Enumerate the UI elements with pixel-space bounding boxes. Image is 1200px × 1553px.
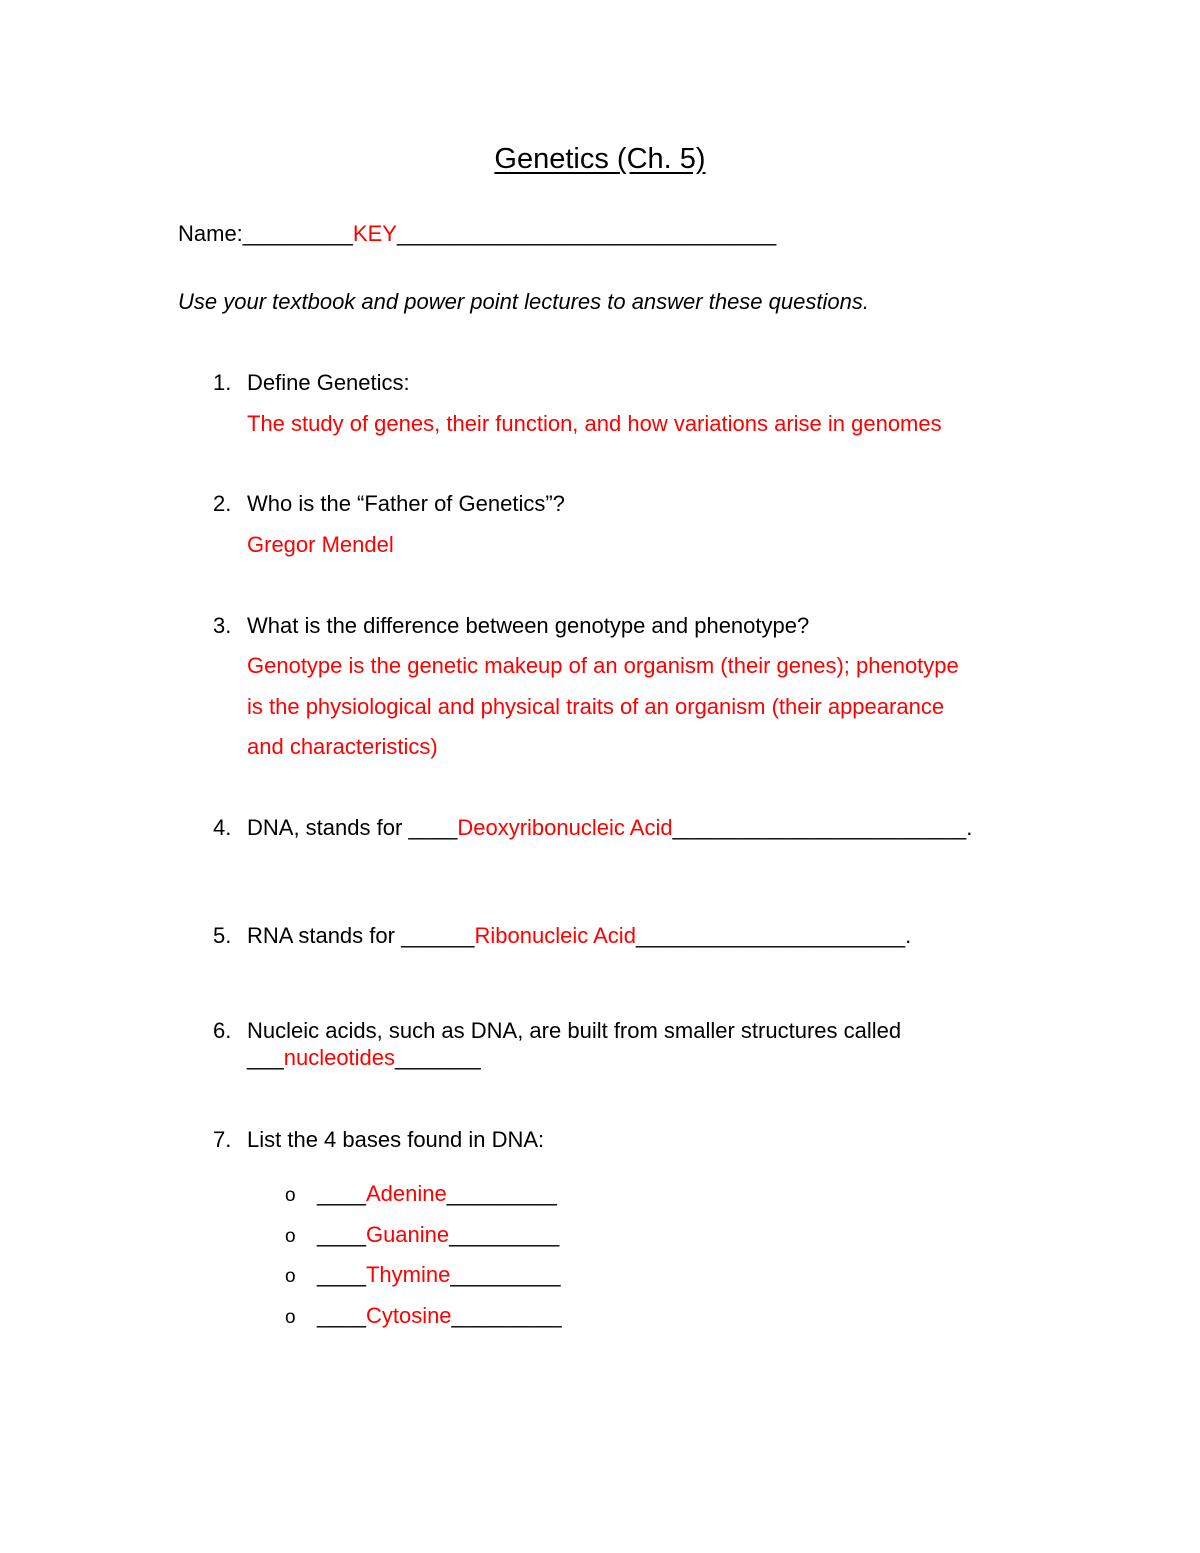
answer-2: Gregor Mendel <box>247 532 394 557</box>
bullet-icon: o <box>285 1185 296 1206</box>
base-answer: Adenine <box>365 1181 447 1206</box>
question-prompt: What is the difference between genotype and phenotype? <box>247 613 810 638</box>
base-answer: Guanine <box>365 1222 450 1247</box>
name-answer: KEY <box>352 221 397 246</box>
answer-1: The study of genes, their function, and how variations arise in genomes <box>247 411 942 436</box>
question-prompt: List the 4 bases found in DNA: <box>247 1127 545 1152</box>
answer-5: Ribonucleic Acid <box>474 923 636 948</box>
name-blank-after: _______________________________ <box>396 221 777 246</box>
blank-before: ____ <box>408 815 458 840</box>
blank-after: _________ <box>451 1303 562 1328</box>
question-prompt: DNA, stands for <box>247 815 409 840</box>
question-prompt: Define Genetics: <box>247 370 410 395</box>
name-line <box>178 219 776 249</box>
question-6 <box>213 1016 901 1046</box>
answer-3-line-1: Genotype is the genetic makeup of an organism (their genes); phenotype <box>247 653 959 678</box>
question-number: 1. <box>213 370 232 395</box>
name-blank-before: _________ <box>242 221 353 246</box>
question-3 <box>213 611 809 641</box>
sentence-end: . <box>905 923 912 948</box>
blank-before: ____ <box>317 1222 366 1247</box>
question-prompt: RNA stands for <box>247 923 402 948</box>
question-number: 6. <box>213 1018 232 1043</box>
blank-after: _______ <box>395 1045 481 1070</box>
base-answer: Thymine <box>365 1262 451 1287</box>
base-item-1 <box>285 1179 557 1211</box>
blank-after: _________ <box>450 1262 561 1287</box>
base-answer: Cytosine <box>365 1303 452 1328</box>
answer-6-line <box>247 1043 481 1073</box>
bullet-icon: o <box>285 1307 296 1328</box>
question-1 <box>213 368 410 398</box>
question-number: 5. <box>213 923 232 948</box>
base-item-4 <box>285 1301 562 1333</box>
question-4 <box>213 813 972 843</box>
question-number: 3. <box>213 613 232 638</box>
answer-3-line-2: is the physiological and physical traits of an organism (their appearance <box>247 694 945 719</box>
question-number: 7. <box>213 1127 232 1152</box>
blank-before: ____ <box>317 1262 366 1287</box>
question-7 <box>213 1125 544 1155</box>
blank-before: ___ <box>247 1045 284 1070</box>
question-2 <box>213 489 565 519</box>
answer-6: nucleotides <box>283 1045 396 1070</box>
instructions: Use your textbook and power point lectures to answer these questions. <box>178 289 869 314</box>
blank-after: ______________________ <box>635 923 906 948</box>
bullet-icon: o <box>285 1226 296 1247</box>
question-prompt: Who is the “Father of Genetics”? <box>247 491 565 516</box>
sentence-end: . <box>966 815 973 840</box>
question-number: 4. <box>213 815 232 840</box>
page-title: Genetics (Ch. 5) <box>494 143 706 175</box>
base-item-2 <box>285 1220 559 1252</box>
blank-after: ________________________ <box>672 815 967 840</box>
question-number: 2. <box>213 491 232 516</box>
question-5 <box>213 921 911 951</box>
question-prompt: Nucleic acids, such as DNA, are built from smaller structures called <box>247 1018 902 1043</box>
bullet-icon: o <box>285 1266 296 1287</box>
blank-after: _________ <box>446 1181 557 1206</box>
name-label: Name: <box>178 221 243 246</box>
base-item-3 <box>285 1260 560 1292</box>
answer-4: Deoxyribonucleic Acid <box>457 815 673 840</box>
blank-before: ____ <box>317 1181 366 1206</box>
blank-before: ______ <box>401 923 475 948</box>
blank-before: ____ <box>317 1303 366 1328</box>
blank-after: _________ <box>449 1222 560 1247</box>
answer-3-line-3: and characteristics) <box>247 734 438 759</box>
